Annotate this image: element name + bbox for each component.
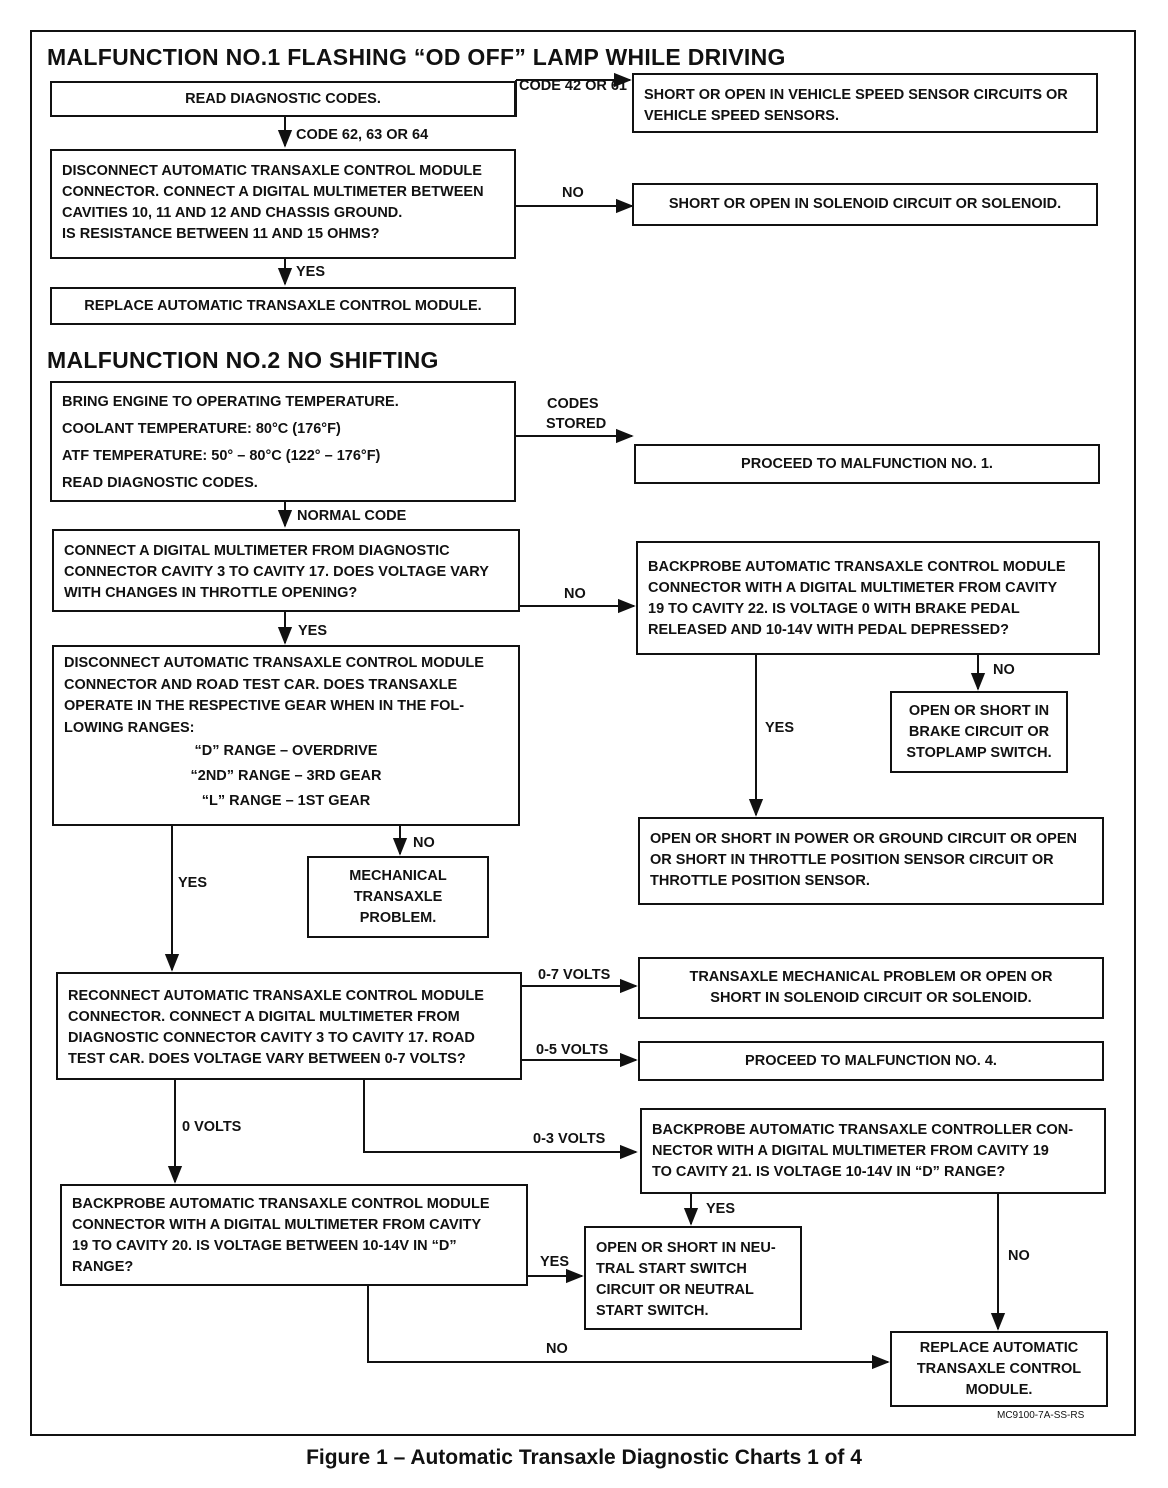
label-0-volts: 0 VOLTS (182, 1119, 242, 1135)
label-no-tps: NO (564, 586, 586, 602)
disconnect-check-line: CAVITIES 10, 11 AND 12 AND CHASSIS GROUND. (62, 205, 403, 221)
mechanical-result-line: TRANSAXLE (353, 888, 443, 905)
warmup-line: COOLANT TEMPERATURE: 80°C (176°F) (62, 421, 341, 437)
brake-result-line: STOPLAMP SWITCH. (906, 744, 1052, 761)
brake-result-box (890, 691, 1068, 773)
replace-result-line: TRANSAXLE CONTROL (916, 1360, 1082, 1377)
cavity20-check-line: CONNECTOR WITH A DIGITAL MULTIMETER FROM CAVITY (72, 1217, 482, 1233)
mechanical-result-box (307, 856, 489, 938)
controller-check-line: BACKPROBE AUTOMATIC TRANSAXLE CONTROLLER CON- (652, 1122, 1074, 1138)
label-code-42-61: CODE 42 OR 61 (519, 78, 627, 94)
read-codes-text: READ DIAGNOSTIC CODES. (185, 90, 381, 107)
road-test-line: LOWING RANGES: (64, 719, 195, 736)
controller-check-line: NECTOR WITH A DIGITAL MULTIMETER FROM CAVITY 19 (652, 1143, 1049, 1159)
cavity20-check-box (60, 1184, 528, 1286)
replace-result-line: MODULE. (965, 1381, 1033, 1398)
neutral-result-line: CIRCUIT OR NEUTRAL (596, 1282, 754, 1298)
label-yes-brake: YES (765, 720, 795, 736)
neutral-result-line: OPEN OR SHORT IN NEU- (596, 1240, 776, 1256)
mechanical-result-line: PROBLEM. (359, 909, 437, 926)
neutral-result-line: TRAL START SWITCH (596, 1261, 747, 1277)
brake-check-line: BACKPROBE AUTOMATIC TRANSAXLE CONTROL MODULE (648, 559, 1066, 575)
reconnect-check-line: DIAGNOSTIC CONNECTOR CAVITY 3 TO CAVITY 17. ROAD (68, 1030, 475, 1046)
replace-module-box (50, 287, 516, 325)
read-codes-box (50, 81, 516, 117)
tps-check-box (52, 529, 520, 612)
label-0-5-volts: 0-5 VOLTS (536, 1042, 609, 1058)
road-test-box (52, 645, 520, 826)
vss-result-line: VEHICLE SPEED SENSORS. (644, 108, 839, 124)
vss-result-box (632, 73, 1098, 133)
label-no-road: NO (413, 835, 435, 851)
tps-check-line: CONNECT A DIGITAL MULTIMETER FROM DIAGNOSTIC (64, 543, 450, 559)
replace-module-text: REPLACE AUTOMATIC TRANSAXLE CONTROL MODULE. (84, 297, 482, 314)
neutral-result-line: START SWITCH. (596, 1303, 709, 1319)
tps-result-line: THROTTLE POSITION SENSOR. (650, 873, 870, 889)
mech-solenoid-result-box (638, 957, 1104, 1019)
label-no-cav20: NO (546, 1341, 568, 1357)
proceed-4-box (638, 1041, 1104, 1081)
brake-check-line: CONNECTOR WITH A DIGITAL MULTIMETER FROM CAVITY (648, 580, 1058, 596)
range-line: “L” RANGE – 1ST GEAR (201, 793, 371, 809)
reconnect-check-line: TEST CAR. DOES VOLTAGE VARY BETWEEN 0-7 VOLTS? (68, 1051, 466, 1067)
road-test-line: DISCONNECT AUTOMATIC TRANSAXLE CONTROL MODULE (64, 655, 484, 671)
solenoid-result-text: SHORT OR OPEN IN SOLENOID CIRCUIT OR SOLENOID. (668, 196, 1062, 212)
solenoid-result-box (632, 183, 1098, 226)
reconnect-check-line: CONNECTOR. CONNECT A DIGITAL MULTIMETER FROM (68, 1009, 460, 1025)
cavity20-check-line: RANGE? (72, 1259, 134, 1275)
label-yes-replace: YES (296, 264, 326, 280)
reference-code: MC9100-7A-SS-RS (997, 1410, 1085, 1421)
label-codes: CODES (547, 396, 599, 412)
controller-check-line: TO CAVITY 21. IS VOLTAGE 10-14V IN “D” RANGE? (652, 1164, 1006, 1180)
road-test-line: CONNECTOR AND ROAD TEST CAR. DOES TRANSAXLE (64, 676, 458, 693)
tps-result-line: OR SHORT IN THROTTLE POSITION SENSOR CIRCUIT OR (650, 852, 1054, 868)
proceed-1-text: PROCEED TO MALFUNCTION NO. 1. (741, 455, 993, 472)
proceed-4-text: PROCEED TO MALFUNCTION NO. 4. (745, 1052, 997, 1069)
tps-check-line: CONNECTOR CAVITY 3 TO CAVITY 17. DOES VOLTAGE VARY (64, 564, 489, 580)
mech-solenoid-result-line: TRANSAXLE MECHANICAL PROBLEM OR OPEN OR (689, 969, 1053, 985)
disconnect-check-line: DISCONNECT AUTOMATIC TRANSAXLE CONTROL MODULE (62, 163, 482, 179)
mechanical-result-line: MECHANICAL (349, 867, 447, 884)
label-0-7-volts: 0-7 VOLTS (538, 967, 611, 983)
cavity20-check-line: BACKPROBE AUTOMATIC TRANSAXLE CONTROL MODULE (72, 1196, 490, 1212)
label-yes-cav20: YES (540, 1254, 570, 1270)
mech-solenoid-result-line: SHORT IN SOLENOID CIRCUIT OR SOLENOID. (710, 990, 1032, 1006)
disconnect-check-box (50, 149, 516, 259)
road-test-line: OPERATE IN THE RESPECTIVE GEAR WHEN IN THE FOL- (64, 698, 465, 714)
label-code-62-64: CODE 62, 63 OR 64 (296, 127, 429, 143)
range-line: “D” RANGE – OVERDRIVE (194, 743, 378, 759)
label-yes-ctrl: YES (706, 1201, 736, 1217)
warmup-line: BRING ENGINE TO OPERATING TEMPERATURE. (62, 394, 399, 410)
replace-result-box (890, 1331, 1108, 1407)
warmup-line: READ DIAGNOSTIC CODES. (62, 475, 258, 491)
tps-check-line: WITH CHANGES IN THROTTLE OPENING? (64, 585, 358, 601)
reconnect-check-line: RECONNECT AUTOMATIC TRANSAXLE CONTROL MODULE (68, 988, 484, 1004)
label-normal-code: NORMAL CODE (297, 508, 407, 524)
tps-result-box (638, 817, 1104, 905)
warmup-box (50, 381, 516, 502)
proceed-1-box (634, 444, 1100, 484)
tps-result-line: OPEN OR SHORT IN POWER OR GROUND CIRCUIT OR OPEN (650, 831, 1077, 847)
label-no-brake: NO (993, 662, 1015, 678)
cavity20-check-line: 19 TO CAVITY 20. IS VOLTAGE BETWEEN 10-14V IN “D” (72, 1238, 457, 1254)
brake-result-line: BRAKE CIRCUIT OR (908, 723, 1050, 740)
vss-result-line: SHORT OR OPEN IN VEHICLE SPEED SENSOR CIRCUITS OR (644, 87, 1068, 103)
controller-check-box (640, 1108, 1106, 1194)
replace-result-line: REPLACE AUTOMATIC (919, 1339, 1079, 1356)
figure-caption: Figure 1 – Automatic Transaxle Diagnostic Charts 1 of 4 (306, 1446, 862, 1469)
label-stored: STORED (546, 416, 607, 432)
range-line: “2ND” RANGE – 3RD GEAR (190, 768, 382, 784)
label-0-3-volts: 0-3 VOLTS (533, 1131, 606, 1147)
brake-check-box (636, 541, 1100, 655)
disconnect-check-line: CONNECTOR. CONNECT A DIGITAL MULTIMETER BETWEEN (62, 184, 484, 200)
label-no-solenoid: NO (562, 185, 584, 201)
label-no-ctrl: NO (1008, 1248, 1030, 1264)
label-yes-tps: YES (298, 623, 328, 639)
brake-check-line: 19 TO CAVITY 22. IS VOLTAGE 0 WITH BRAKE PEDAL (648, 601, 1020, 617)
disconnect-check-line: IS RESISTANCE BETWEEN 11 AND 15 OHMS? (62, 226, 380, 242)
reconnect-check-box (56, 972, 522, 1080)
malfunction2-heading: MALFUNCTION NO.2 NO SHIFTING (47, 347, 439, 373)
malfunction1-heading: MALFUNCTION NO.1 FLASHING “OD OFF” LAMP WHILE DRIVING (47, 44, 786, 70)
label-yes-road: YES (178, 875, 208, 891)
brake-check-line: RELEASED AND 10-14V WITH PEDAL DEPRESSED? (648, 622, 1009, 638)
brake-result-line: OPEN OR SHORT IN (908, 702, 1050, 719)
neutral-result-box (584, 1226, 802, 1330)
warmup-line: ATF TEMPERATURE: 50° – 80°C (122° – 176°F) (62, 448, 381, 464)
